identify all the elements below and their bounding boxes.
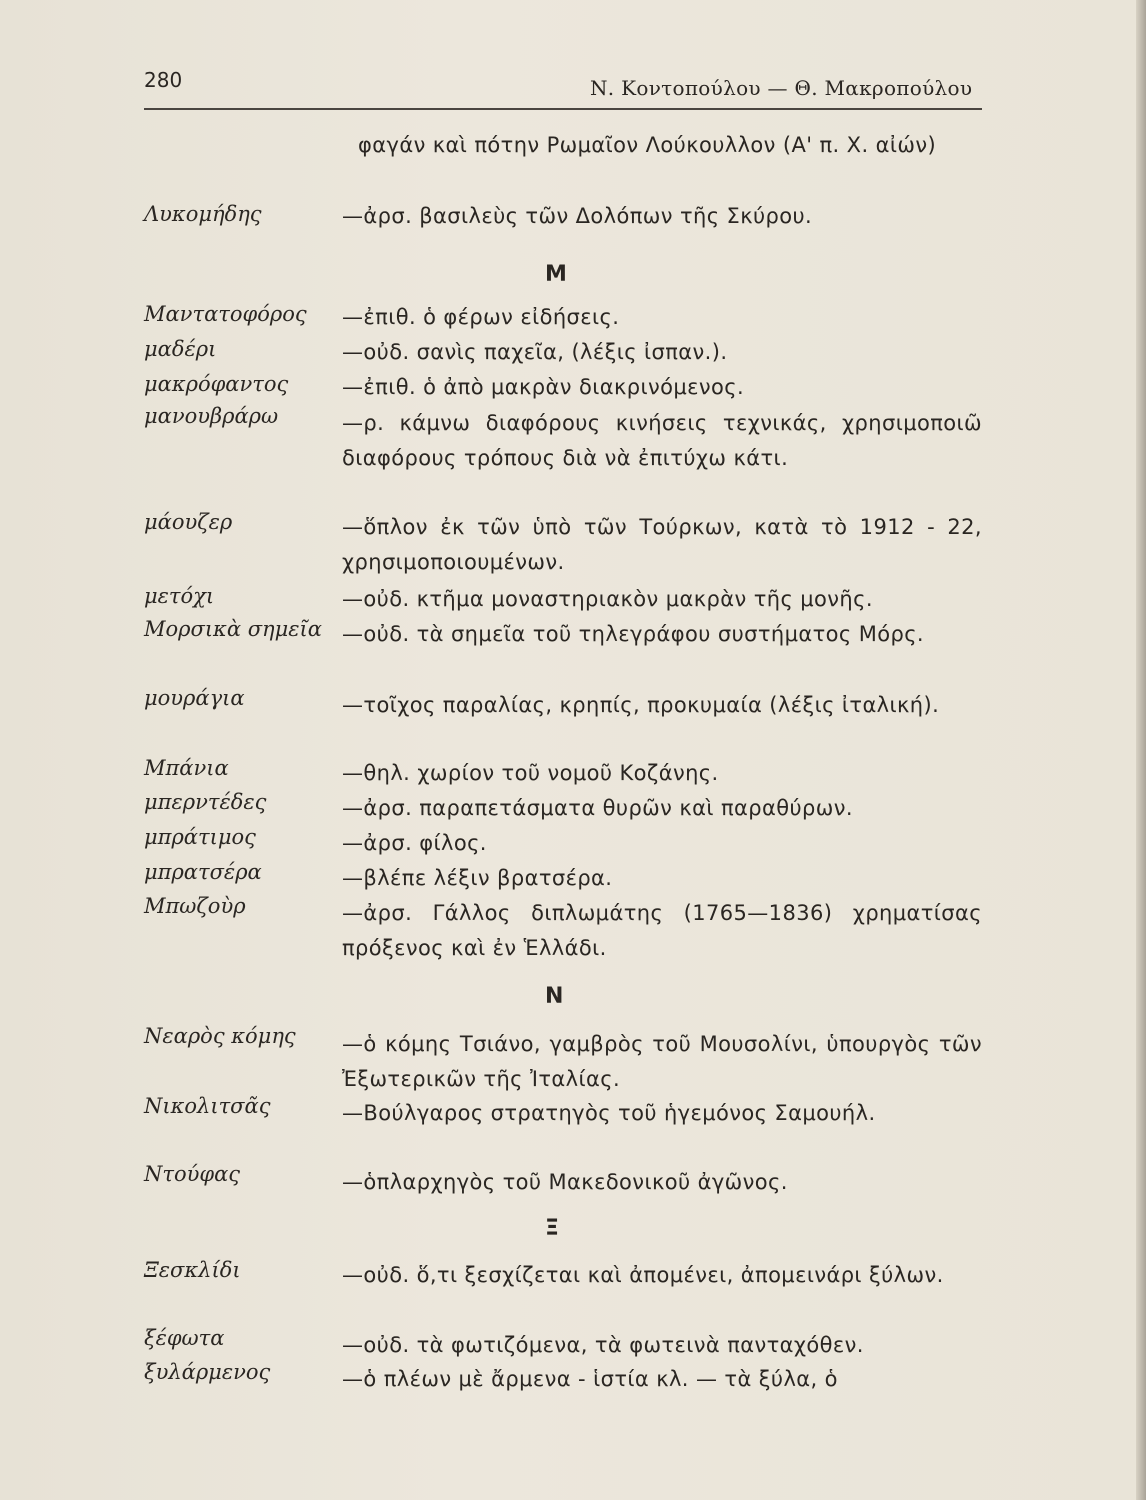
entry-definition: —οὐδ. κτῆμα μοναστηριακὸν μακρὰν τῆς μονῆς. <box>342 587 873 611</box>
entry-term: ξυλάρμενος <box>144 1360 271 1384</box>
entry-definition: —τοῖχος παραλίας, κρηπίς, προκυμαία (λέξις ἰταλική). <box>342 693 940 717</box>
entry-definition: —ἀρσ. παραπετάσματα θυρῶν καὶ παραθύρων. <box>342 796 853 820</box>
entry-definition: —ὁ κόμης Τσιάνο, γαμβρὸς τοῦ Μουσολίνι, ὑπουργὸς τῶν Ἐξωτερικῶν τῆς Ἰταλίας. <box>342 1032 982 1091</box>
entry-definition: —οὐδ. σανὶς παχεῖα, (λέξις ἰσπαν.). <box>342 340 728 364</box>
entry-term: Μαντατοφόρος <box>144 302 307 326</box>
entry-definition: —ἀρσ. φίλος. <box>342 831 487 855</box>
entry-definition: —ἀρσ. βασιλεὺς τῶν Δολόπων τῆς Σκύρου. <box>342 204 813 228</box>
entry-definition: —οὐδ. τὰ φωτιζόμενα, τὰ φωτεινὰ πανταχόθεν. <box>342 1333 864 1357</box>
entry-term: μαδέρι <box>144 337 217 361</box>
running-head: Ν. Κοντοπούλου — Θ. Μακροπούλου <box>590 76 973 100</box>
section-letter-n: Ν <box>545 984 564 1009</box>
page-edge <box>1136 0 1146 1500</box>
entry-definition: —ἀρσ. Γάλλος διπλωμάτης (1765—1836) χρηματίσας πρόξενος καὶ ἐν Ἑλλάδι. <box>342 901 982 960</box>
entry-definition: —βλέπε λέξιν βρατσέρα. <box>342 866 613 890</box>
entry-definition: —ὁ πλέων μὲ ἄρμενα - ἱστία κλ. — τὰ ξύλα, ὁ <box>342 1367 838 1391</box>
entry-term: μπερντέδες <box>144 790 267 814</box>
section-letter-xi: Ξ <box>545 1216 559 1241</box>
entry-term: μπράτιμος <box>144 825 256 849</box>
entry-term: μακρόφαντος <box>144 372 289 396</box>
entry-definition: —θηλ. χωρίον τοῦ νομοῦ Κοζάνης. <box>342 761 719 785</box>
entry-definition: —ὁπλαρχηγὸς τοῦ Μακεδονικοῦ ἀγῶνος. <box>342 1170 788 1194</box>
entry-definition: —ρ. κάμνω διαφόρους κινήσεις τεχνικάς, χρησιμοποιῶ διαφόρους τρόπους διὰ νὰ ἐπιτύχω κάτι. <box>342 411 982 470</box>
entry-definition: —οὐδ. ὅ,τι ξεσχίζεται καὶ ἀπομένει, ἀπομεινάρι ξύλων. <box>342 1263 944 1287</box>
entry-term: Μπάνια <box>144 756 229 780</box>
entry-term: μάουζερ <box>144 510 233 534</box>
entry-definition: —ὅπλον ἐκ τῶν ὑπὸ τῶν Τούρκων, κατὰ τὸ 1912 - 22, χρησιμοποιουμένων. <box>342 515 982 574</box>
entry-definition: —ἐπιθ. ὁ φέρων εἰδήσεις. <box>342 305 620 329</box>
continuation-text: φαγάν καὶ πότην Ρωμαῖον Λούκουλλον (Α' π. Χ. αἰών) <box>358 133 937 157</box>
entry-term: Ξεσκλίδι <box>144 1258 241 1282</box>
entry-definition: —Βούλγαρος στρατηγὸς τοῦ ἡγεμόνος Σαμουήλ. <box>342 1101 876 1125</box>
entry-term: μανουβράρω <box>144 404 279 428</box>
entry-term: μετόχι <box>144 584 215 608</box>
entry-definition: —οὐδ. τὰ σημεῖα τοῦ τηλεγράφου συστήματος Μόρς. <box>342 622 925 646</box>
entry-term: ξέφωτα <box>144 1326 225 1350</box>
entry-term: μουράγια <box>144 686 245 710</box>
entry-term: Μορσικὰ σημεῖα <box>144 617 322 641</box>
entry-term: Ντούφας <box>144 1162 241 1186</box>
header-rule <box>144 108 982 110</box>
entry-term: Νεαρὸς κόμης <box>144 1024 296 1048</box>
entry-term: Λυκομήδης <box>144 202 262 226</box>
entry-definition: —ἐπιθ. ὁ ἀπὸ μακρὰν διακρινόμενος. <box>342 375 745 399</box>
entry-term: Νικολιτσᾶς <box>144 1094 271 1118</box>
page-number: 280 <box>144 68 183 92</box>
entry-term: μπρατσέρα <box>144 860 262 884</box>
section-letter-m: Μ <box>545 262 567 287</box>
entry-term: Μπωζοὺρ <box>144 894 246 918</box>
